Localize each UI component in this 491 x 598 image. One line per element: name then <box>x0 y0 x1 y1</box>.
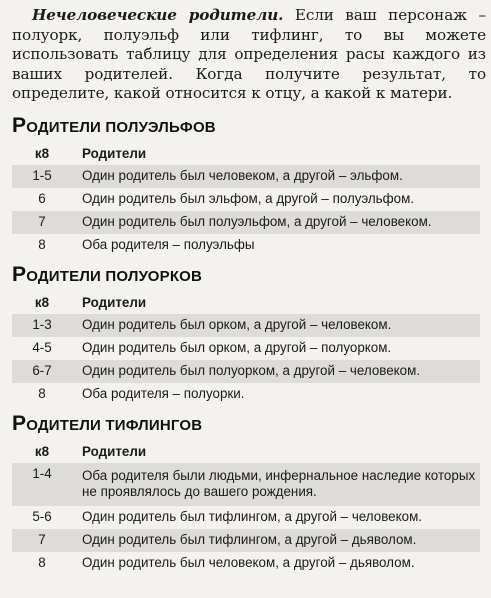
table-header <box>12 292 480 314</box>
intro-text: Если ваш персонаж – полуорк, полуэльф или тифлинг, то вы можете использовать таблицу для определения расы каждого из ваших родителей. Когда получите результат, то определите, какой относится к отцу, а какой к матери. <box>12 6 486 103</box>
page <box>12 6 486 575</box>
table-row <box>12 552 480 575</box>
row-die: 6 <box>38 191 46 207</box>
row-text: Один родитель был тифлингом, а другой – дьяволом. <box>72 529 480 552</box>
row-text: Один родитель был тифлингом, а другой – человеком. <box>82 509 423 525</box>
table-row <box>12 165 480 188</box>
table-tieflings <box>12 441 480 575</box>
row-text: Оба родителя – полуэльфы <box>82 237 255 253</box>
table-row <box>12 529 480 552</box>
section-title-half-elves: РОДИТЕЛИ ПОЛУЭЛЬФОВ <box>12 113 216 137</box>
row-text: Один родитель был человеком, а другой – дьяволом. <box>82 555 415 571</box>
col-parents: Родители <box>82 146 147 162</box>
row-die: 1-5 <box>12 165 72 188</box>
row-die: 7 <box>12 211 72 234</box>
row-die: 4-5 <box>32 340 52 356</box>
intro-paragraph <box>12 6 486 104</box>
table-row <box>12 234 480 257</box>
row-text: Один родитель был полуорком, а другой – человеком. <box>72 360 480 383</box>
col-die: к8 <box>34 146 50 162</box>
table-row <box>12 211 480 234</box>
col-parents: Родители <box>82 444 147 460</box>
intro-lead: Нечеловеческие родители. <box>32 6 284 24</box>
row-text: Оба родителя были людьми, инфернальное наследие которых не проявлялось до вашего рождения. <box>72 463 480 506</box>
row-text: Один родитель был человеком, а другой – эльфом. <box>72 165 480 188</box>
col-die: к8 <box>34 444 50 460</box>
row-text: Один родитель был орком, а другой – полуорком. <box>82 340 392 356</box>
row-die: 7 <box>12 529 72 552</box>
row-text: Один родитель был орком, а другой – человеком. <box>72 314 480 337</box>
row-text: Один родитель был полуэльфом, а другой – человеком. <box>72 211 480 234</box>
section-title-tieflings: РОДИТЕЛИ ТИФЛИНГОВ <box>12 411 203 435</box>
row-die: 5-6 <box>32 509 52 525</box>
row-die: 1-4 <box>12 463 72 506</box>
col-parents: Родители <box>82 295 147 311</box>
section-title-half-orcs: РОДИТЕЛИ ПОЛУОРКОВ <box>12 262 203 286</box>
table-row <box>12 506 480 529</box>
col-die: к8 <box>34 295 50 311</box>
row-text: Оба родителя – полуорки. <box>82 386 245 402</box>
table-row <box>12 337 480 360</box>
table-row <box>12 188 480 211</box>
table-header <box>12 441 480 463</box>
row-die: 8 <box>38 237 46 253</box>
table-half-orcs <box>12 292 480 406</box>
table-row <box>12 360 480 383</box>
table-half-elves <box>12 143 480 257</box>
row-die: 6-7 <box>12 360 72 383</box>
table-row <box>12 314 480 337</box>
row-text: Один родитель был эльфом, а другой – полуэльфом. <box>82 191 415 207</box>
table-header <box>12 143 480 165</box>
table-row <box>12 463 480 506</box>
row-die: 8 <box>38 555 46 571</box>
row-die: 1-3 <box>12 314 72 337</box>
row-die: 8 <box>38 386 46 402</box>
table-row <box>12 383 480 406</box>
